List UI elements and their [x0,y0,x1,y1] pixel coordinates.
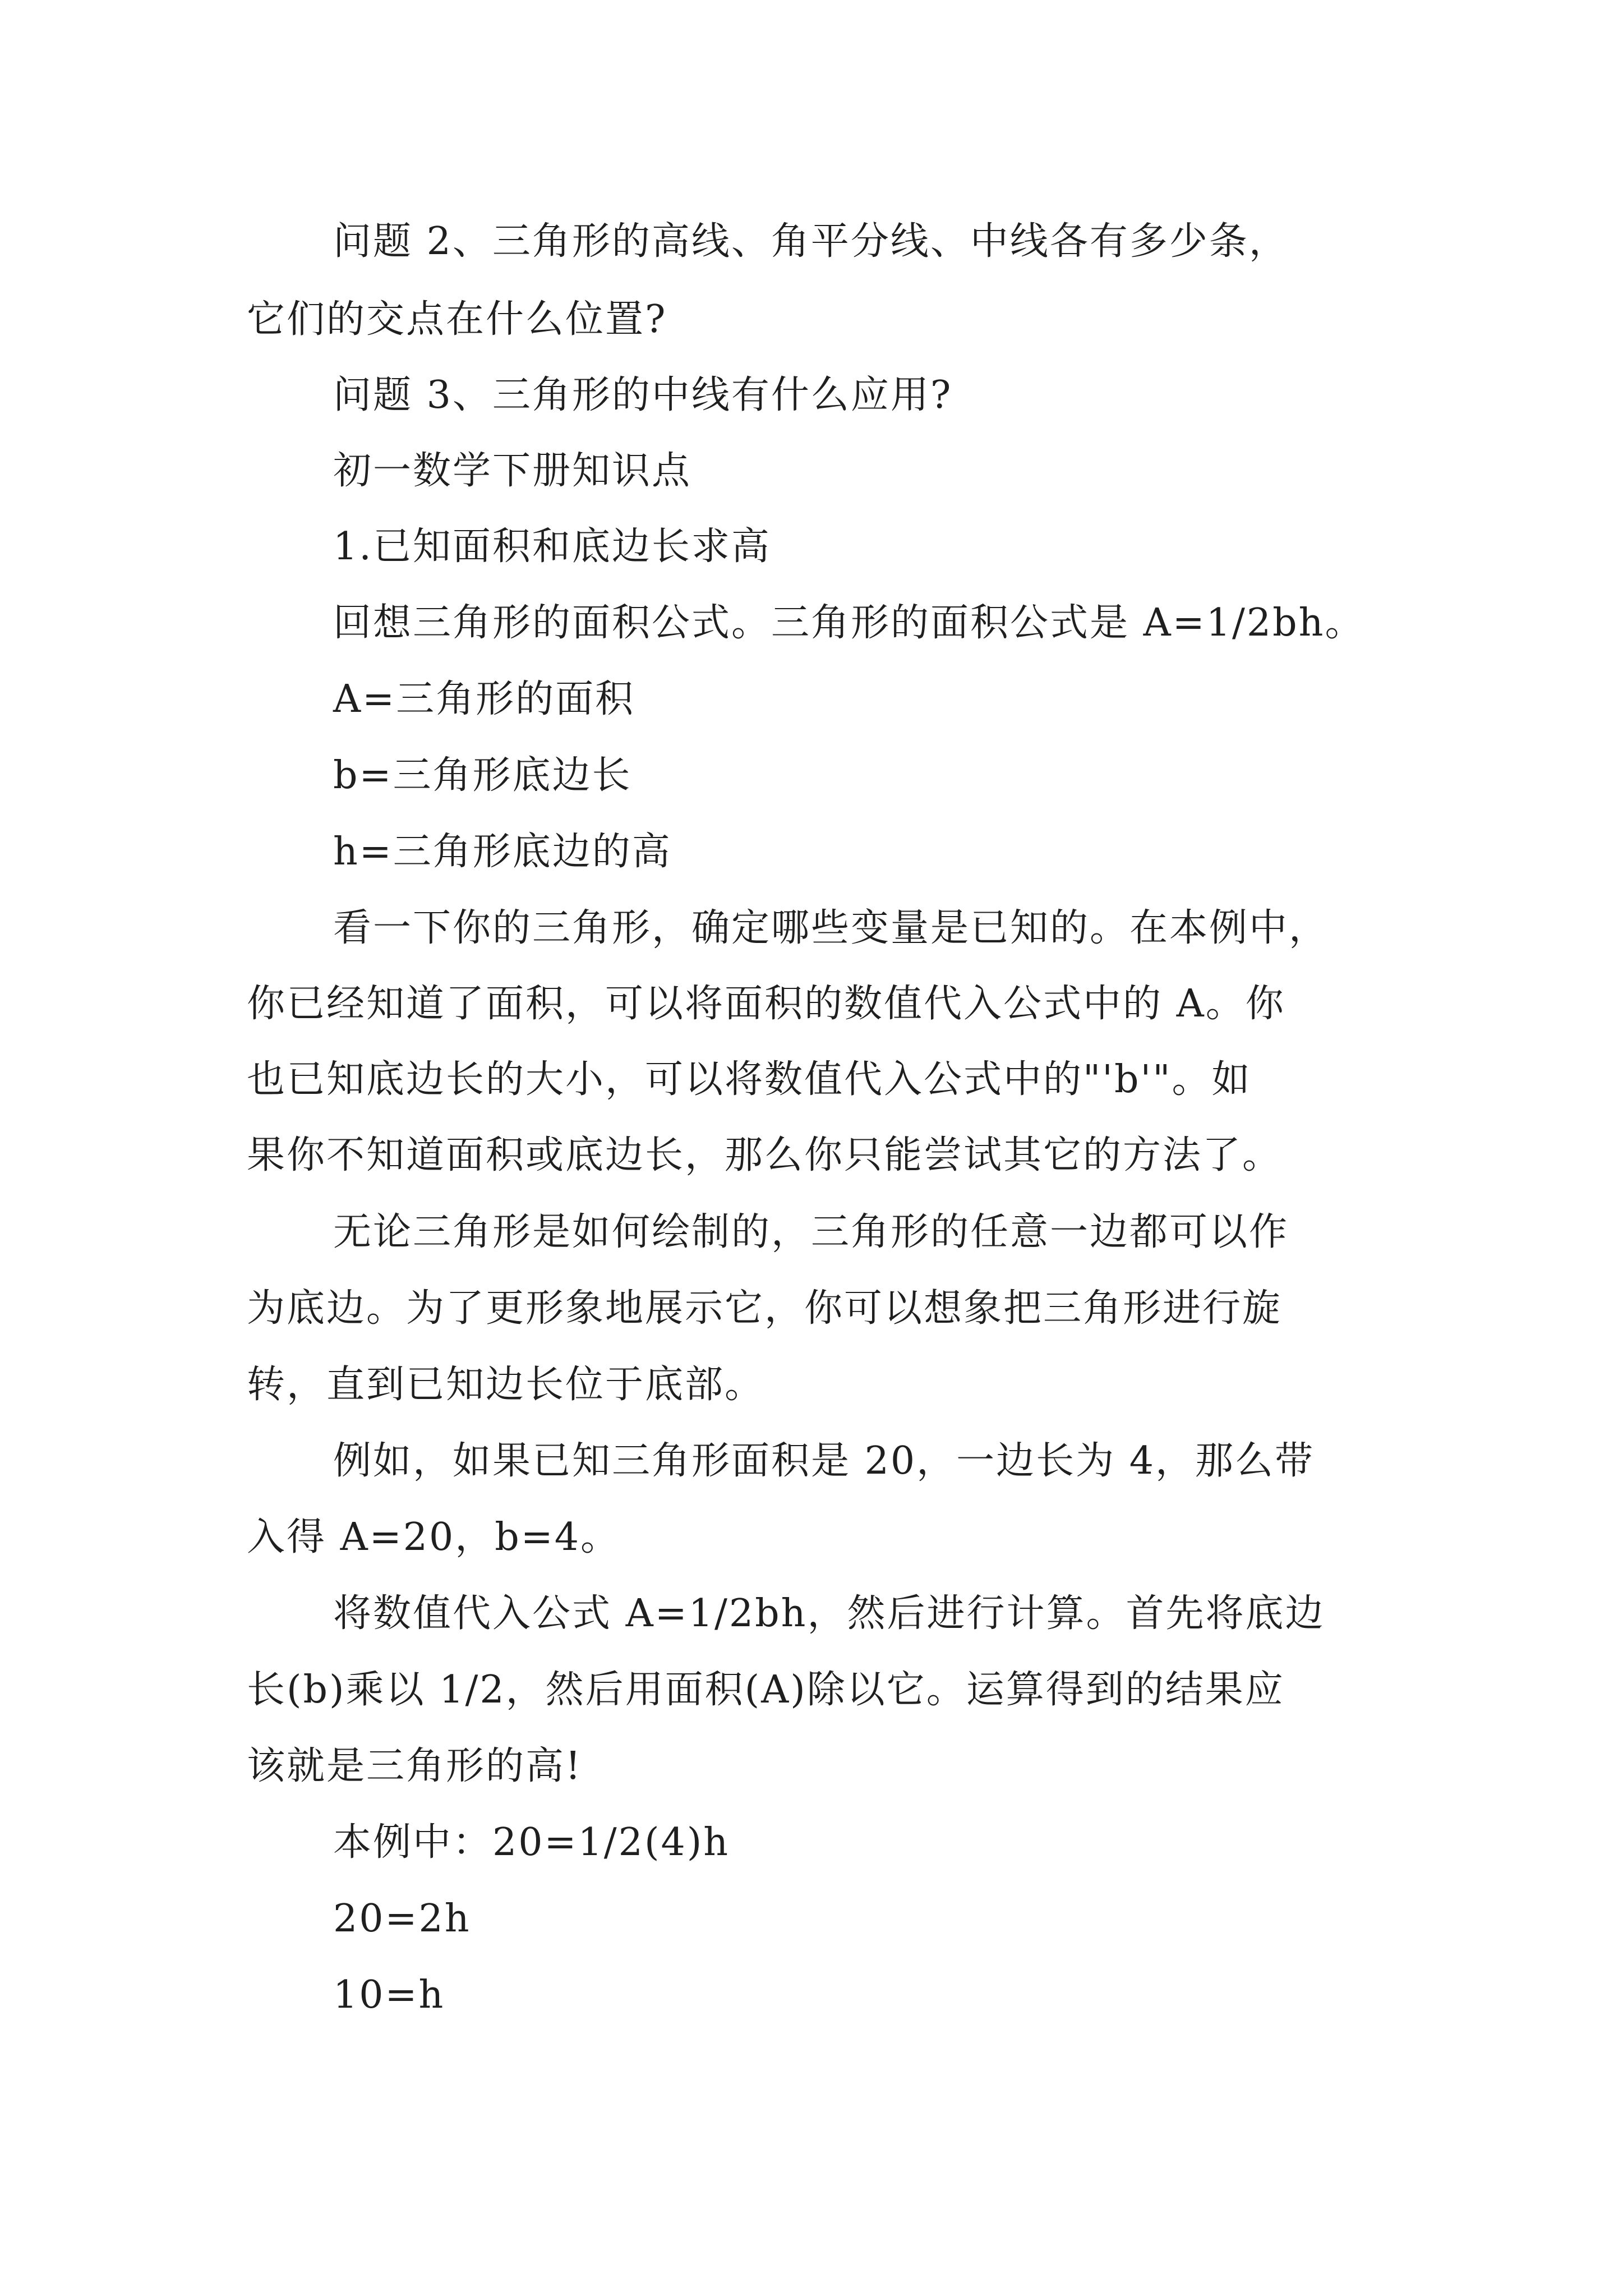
paragraph-line: 它们的交点在什么位置? [247,297,667,342]
equation-line: 本例中：20=1/2(4)h [333,1820,730,1865]
paragraph-line: 问题 3、三角形的中线有什么应用? [333,373,953,417]
subsection-heading: 1.已知面积和底边长求高 [333,524,771,569]
paragraph-line: 无论三角形是如何绘制的，三角形的任意一边都可以作 [333,1210,1289,1254]
paragraph-line: 为底边。为了更形象地展示它，你可以想象把三角形进行旋 [247,1286,1283,1331]
paragraph-line: 你已经知道了面积，可以将面积的数值代入公式中的 A。你 [247,982,1285,1026]
formula-definition: A=三角形的面积 [333,677,635,721]
paragraph-line: 也已知底边长的大小，可以将数值代入公式中的"'b'"。如 [247,1057,1252,1102]
paragraph-line: 将数值代入公式 A=1/2bh，然后进行计算。首先将底边 [333,1591,1325,1636]
paragraph-line: 该就是三角形的高! [247,1744,583,1788]
paragraph-line: 长(b)乘以 1/2，然后用面积(A)除以它。运算得到的结果应 [247,1668,1285,1712]
paragraph-line: 果你不知道面积或底边长，那么你只能尝试其它的方法了。 [247,1133,1283,1177]
paragraph-line: 问题 2、三角形的高线、角平分线、中线各有多少条， [333,219,1289,264]
paragraph-line: 看一下你的三角形，确定哪些变量是已知的。在本例中， [333,906,1329,950]
formula-definition: h=三角形底边的高 [333,830,672,874]
equation-line: 10=h [333,1973,445,2017]
section-heading: 初一数学下册知识点 [333,449,692,493]
formula-definition: b=三角形底边长 [333,753,632,798]
paragraph-line: 入得 A=20，b=4。 [247,1515,620,1559]
paragraph-line: 回想三角形的面积公式。三角形的面积公式是 A=1/2bh。 [333,601,1365,645]
paragraph-line: 例如，如果已知三角形面积是 20，一边长为 4，那么带 [333,1439,1315,1483]
paragraph-line: 转，直到已知边长位于底部。 [247,1363,765,1407]
equation-line: 20=2h [333,1897,471,1941]
